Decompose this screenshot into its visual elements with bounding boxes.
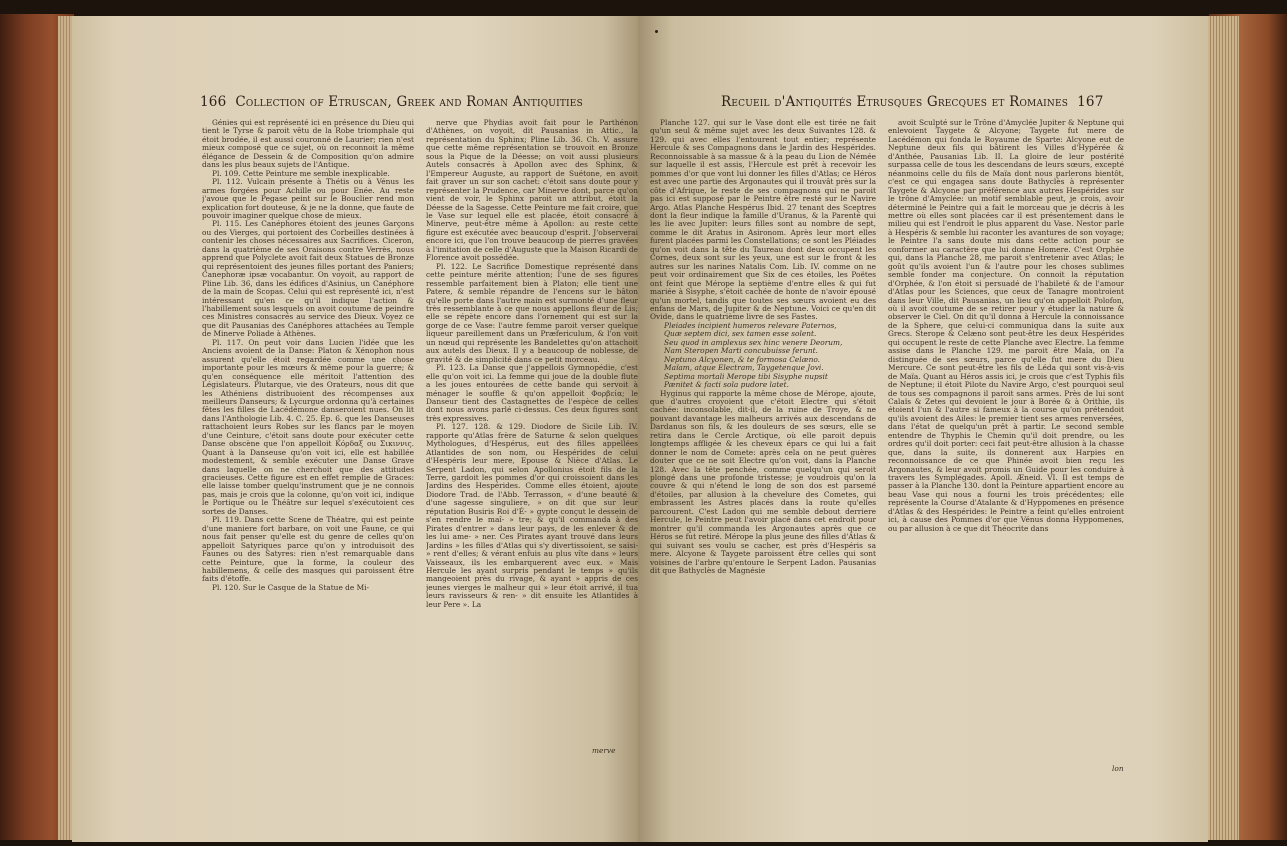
paragraph: avoit Sculpté sur le Trône d'Amyclée Jupiter & Neptune qui enlevoient Taygete & Alcyone; Taygete fut mere de Lacédémon qui fonda le Royaume de Sparte: Alcyone eut de Neptune deux fils qui bâtirent les Villes d'Hypérée & d'Anthée, Pausanias Lib. II. La gloire de leur postérité surpassa celle de tous les descendans de leurs sœurs, excepté néanmoins celle du fils de Maïa dont nous parlerons bientôt, c'est ce qui engagea sans doute Bathyclès à représenter Taygete & Alcyone par préférence aux autres Hespérides sur le trône d'Amyclée: un motif semblable peut, je crois, avoir déterminé le Peintre qui a fait le morceau que je décris à les mettre où elles sont placées car il est présentement dans le milieu qui est l'endroit le plus apparent du Vase. Nestor parle à Hespéris & semble lui raconter les avantures de son voyage; le Peintre l'a sans doute mis dans cette action pour se conformer au caractère que lui donne Homere. C'est Orphée qui, dans la Planche 28, me paroit s'entretenir avec Atlas; le goût qu'ils avoient l'un & l'autre pour les choses sublimes semble fonder ma conjecture. On connoit la réputation d'Orphée, & l'on étoit si persuadé de l'habileté & de l'amour d'Atlas pour les Sciences, que ceux de Tanagre montroient dans leur Ville, dit Pausanias, un lieu qu'on appelloit Polofon, où il avoit coutume de se retirer pour y étudier la nature & observer le Ciel. On dit qu'il donna à Hercule la connoissance de la Sphere, que celui-ci communiqua dans la suite aux Grecs. Sterope & Celæno sont peut-être les deux Hespérides qui occupent le reste de cette Planche avec Electre. La femme assise dans le Planche 129. me paroit être Maïa, on l'a distinguée de ses sœurs, parce qu'elle fut mere du Dieu Mercure. Ce sont peut-être les fils de Léda qui sont vis-à-vis de Maïa. Quant au Héros assis ici, je crois que c'est Typhis fils de Neptune; il étoit Pilote du Navire Argo, c'est pourquoi seul de tous ses compagnons il paroit sans armes. Près de lui sont Calaïs & Zetes qui devoient le jour à Borée & à Orithie, ils étoient l'un & l'autre si fameux à la course qu'on prétendoit qu'ils avoient des Ailes: le premier tient ses armes renversées, dans l'état de quelqu'un prêt à partir. Le second semble entendre de Thyphis le Chemin qu'il doit prendre, ou les ordres qu'il doit porter: ceci fait peut-être allusion à la chasse que, dans la suite, ils donnerent aux Harpies en reconnoissance de ce que Phinée avoit bien reçu les Argonautes, & leur avoit promis un Guide pour les conduire à travers les Symplégades. Apoll. Æneid. VI. Il est temps de passer à la Planche 130. dont la Peinture appartient encore au beau Vase qui nous a fourni les trois précédentes; elle représente la Course d'Atalante & d'Hyppomenes en présence d'Atlas & des Hespérides: le Peintre a feint qu'elles entroient ici, à cause des Pommes d'or que Vénus donna Hyppomenes, ou par allusion à ce que dit Théocrite dans xyxy=(888,119,1124,533)
paragraph: nerve que Phydias avoit fait pour le Parthénon d'Athènes, on voyoit, dit Pausanias in Attic., la représentation du Sphinx; Pline Lib. 36. Ch. V. assure que cette même représentation se trouvoit en Bronze sous la Pique de la Déesse; on voit aussi plusieurs Autels consacrés à Apollon avec des Sphinx, & l'Empereur Auguste, au rapport de Suétone, en avoit fait graver un sur son cachet: c'étoit sans doute pour y représenter la Prudence, car Minerve dont, parce qu'on vient de voir, le Sphinx paroit un attribut, étoit la Déesse de la Sagesse. Cette Peinture me fait croire, que le Vase sur lequel elle est placée, étoit consacré à Minerve, peut-être même à Apollon: au reste cette figure est exécutée avec beaucoup d'esprit. J'observerai encore ici, que l'on trouve beaucoup de pierres gravées à l'imitation de celle d'Auguste que la Maison Ricardi de Florence avoit possédée. xyxy=(426,119,638,263)
paragraph: Septima mortali Merope tibi Sisyphe nupsit xyxy=(664,371,828,381)
paragraph: Pl. 122. Le Sacrifice Domestique représenté dans cette peinture mérite attention; l'une de ses figures ressemble parfaitement bien à Platon; elle tient une Patere, & semble répandre de l'encens sur le bâton qu'elle porte dans l'autre main est surmonté d'une fleur très ressemblante à ce que nous appellons fleur de Lis; elle se répète encore dans l'ornement qui est sur la gorge de ce Vase: l'autre femme paroit verser quelque liqueur pareillement dans un Præfericulum, & l'on voit un nœud qui représente les Bandelettes qu'on attachoit aux autels des Dieux. Il y a beaucoup de noblesse, de gravité & de simplicité dans ce petit morceau. xyxy=(426,261,638,364)
paragraph: Pænitet & facti sola pudore latet. xyxy=(664,380,789,390)
left-column-1 xyxy=(202,119,414,744)
right-running-title: Recueil d'Antiquités Etrusques Grecques et Romaines xyxy=(721,94,1069,110)
paragraph: Pl. 112. Vulcain présente à Thétis ou à Vénus les armes forgées pour Achille ou pour Enée. Au reste j'avoue que le Pegase peint sur le Bouclier rend mon explication fort douteuse, & je ne la donne, que faute de pouvoir imaginer quelque chose de mieux. xyxy=(202,177,414,220)
paragraph: Quæ septem dici, sex tamen esse solent. xyxy=(664,329,817,339)
left-catchword: merve xyxy=(592,746,616,755)
paragraph: Pl. 117. On peut voir dans Lucien l'idée que les Anciens avoient de la Danse: Platon & Xénophon nous assurent qu'elle étoit regardée comme une chose importante pour les mœurs & même pour la guerre; & qu'en conséquence elle méritoit l'attention des Législateurs. Plutarque, vie des Orateurs, nous dit que les Athéniens distribuoient des récompenses aux meilleurs Danseurs; & Lycurgue ordonna qu'à certaines fêtes les filles de Lacédémone danseroient nues. On lit dans l'Anthologie Lib. 4. C. 25. Ep. 6. que les Danseuses rattachoient leurs Robes sur les flancs par le moyen d'une Ceinture, c'étoit sans doute pour exécuter cette Danse obscène que l'on appelloit Κόρδαξ ou Σικιννις. Quant à la Danseuse qu'on voit ici, elle est habillée modestement, & semble exécuter une Danse Grave dans laquelle on ne cherchoit que des attitudes gracieuses. Cette figure est en effet remplie de Graces: elle laisse tomber quelqu'instrument que je ne connois pas, mais je crois que la colonne, qu'on voit ici, indique le Portique ou le Théâtre sur lequel s'exécutoient ces sortes de Danses. xyxy=(202,337,414,516)
left-page xyxy=(72,16,638,842)
page-speck xyxy=(655,30,658,33)
paragraph: Pl. 120. Sur le Casque de la Statue de Mi- xyxy=(212,582,370,592)
paragraph: Pleiades incipient humeros relevare Paternos, xyxy=(664,320,837,330)
left-running-head xyxy=(200,94,583,110)
right-page-number: 167 xyxy=(1077,94,1104,110)
paragraph: Seu quod in amplexus sex hinc venere Deorum, xyxy=(664,337,843,347)
paragraph: Génies qui est représenté ici en présence du Dieu qui tient le Tyrse & paroit vêtu de la Robe triomphale qui étoit brodée, il est aussi couronné de Laurier; rien n'est mieux composé que ce sujet, où on reconnoit la même élégance de Dessein & de Composition qu'on admire dans les plus beaux sujets de l'Antique. xyxy=(202,119,414,170)
paragraph: Pl. 109. Cette Peinture me semble inexplicable. xyxy=(212,168,390,178)
paragraph: Pl. 127. 128. & 129. Diodore de Sicile Lib. IV. rapporte qu'Atlas frère de Saturne & selon quelques Mythologues, d'Hespérus, eut des filles appellées Atlantides de son nom, ou Hespérides de celui d'Hespéris leur mere, Epouse & Nièce d'Atlas. Le Serpent Ladon, qui selon Apollonius étoit fils de la Terre, gardoit les pommes d'or qui croissoient dans les Jardins des Hespérides. Comme elles étoient, ajoute Diodore Trad. de l'Abb. Terrasson, « d'une beauté & d'une sagesse singuliere, » on dit que sur leur réputation Busiris Roi d'É- » gypte conçut le dessein de s'en rendre le maî- » tre; & qu'il commanda à des Pirates d'entrer » dans leur pays, de les enlever & de les lui ame- » ner. Ces Pirates ayant trouvé dans leurs Jardins » les filles d'Atlas qui s'y divertissoient, se saisi- » rent d'elles; & vérant enfuis au plus vîte dans » leurs Vaisseaux, ils les embarquerent avec eux. » Mais Hercule les ayant surpris pendant le temps » qu'ils mangeoient près du rivage, & ayant » appris de ces jeunes vierges le malheur qui » leur étoit arrivé, il tua leurs ravisseurs & ren- » dit ensuite les Atlantides à leur Pere ». La xyxy=(426,422,638,609)
paragraph: Hyginus qui rapporte la même chose de Mérope, ajoute, que d'autres croyoient que c'étoit Electre qui s'étoit cachée: inconsolable, dit-il, de la ruine de Troye, & ne pouvant davantage les malheurs arrivés aux descendans de Dardanus son fils, & les douleurs de ses sœurs, elle se retira dans le Cercle Arctique, où elle paroit depuis longtemps affligée & les cheveux épars ce qui lui a fait donner le nom de Comete: après cela on ne peut guères douter que ce ne soit Electre qu'on voit, dans la Planche 128. Avec la tête penchée, comme quelqu'un qui seroit plongé dans une profonde tristesse; je voudrois qu'on la couvre & qui n'étend le long de son dos est parsemé d'étoiles, par allusion à la chevelure des Cometes, qui embrassent les Astres placés dans la route qu'elles parcourent. C'est Ladon qui me semble debout derriere Hercule, le Peintre peut l'avoir placé dans cet endroit pour montrer qu'il commanda les Argonautes après que ce Héros se fut retiré. Mérope la plus jeune des filles d'Atlas & qui suivant ses voulu se cacher, est près d'Hespéris sa mere. Alcyone & Taygete paroissent être celles qui sont voisines de l'arbre qu'entoure le Serpent Ladon. Pausanias dit que Bathyclès de Magnésie xyxy=(650,388,876,576)
paragraph: Pl. 115. Les Canéphores étoient des jeunes Garçons ou des Vierges, qui portoient des Corbeilles destinées à contenir les choses nécessaires aux Sacrifices. Ciceron, dans la quatrième de ses Oraisons contre Verrès, nous apprend que Polyclete avoit fait deux Statues de Bronze qui représentoient des jeunes filles portant des Paniers; Canephoræ ipsæ vocabantur. On voyoit, au rapport de Pline Lib. 36, dans les édifices d'Asinius, un Canéphore de la main de Scopas. Celui qui est représenté ici, n'est intéressant qu'en ce qu'il indique l'action & l'habillement sous lesquels on avoit coutume de peindre ces Ministres consacrés au service des Dieux. Voyez ce que dit Pausanias des Canéphores attachées au Temple de Minerve Poliade à Athènes. xyxy=(202,219,414,339)
left-running-title: Collection of Etruscan, Greek and Roman Antiquities xyxy=(235,94,583,110)
paragraph: Planche 127. qui sur le Vase dont elle est tirée ne fait qu'un seul & même sujet avec les deux Suivantes 128. & 129. qui avec elles l'entourent tout entier; représente Hercule & ses Compagnons dans le Jardin des Hespérides. Reconnoissable à sa massue & à la peau du Lion de Némée sur laquelle il est assis, l'Hercule est prêt à recevoir les pommes d'or que vont lui donner les filles d'Atlas; ce Héros est avec une partie des Argonautes qui il trouvât près sur la côte d'Afrique, le reste de ses compagnons qui ne paroit pas ici est supposé par le Peintre être resté sur le Navire Argo. Atlas Planche Hespérus Ibid. 27 tenant des Sceptres dont la fleur indique la famille d'Uranus, & la Parenté qui les lie avec Jupiter: leurs filles sont au nombre de sept, comme le dit Aratus in Asironom. Après leur mort elles furent placées parmi les Constellations; ce sont les Pléiades qu'on voit dans la tête du Taureau dont deux occupent les Cornes, deux sont sur les yeux, une est sur le front & les autres sur les narines Natalis Com. Lib. IV. comme on ne peut voir ordinairement que Six de ces étoiles, les Poëtes ont feint que Mérope la septième d'entre elles & qui fut mariée à Sisyphe, s'étoit cachée de honte de n'avoir épousé qu'un mortel, tandis que toutes ses sœurs avoient eu des enfans de Mars, de Jupiter & de Neptune. Voici ce qu'en dit Ovide, dans le quatrième livre de ses Fastes. xyxy=(650,119,876,322)
paragraph: Neptuno Alcyonen, & te formosa Celæno. xyxy=(664,354,821,364)
left-column-2 xyxy=(426,119,638,744)
paragraph: Pl. 119. Dans cette Scene de Théatre, qui est peinte d'une maniere fort barbare, on voit une Faune, ce qui nous fait penser qu'elle est du genre de celles qu'on appelloit Satyriques parce qu'on y introduisoit des Faunes ou des Satyres: rien n'est remarquable dans cette Peinture, que la forme, la couleur des habillemens, & celle des masques qui paroissent être faits d'étoffe. xyxy=(202,515,414,584)
right-running-head xyxy=(721,94,1103,110)
right-column-1 xyxy=(650,119,876,761)
right-column-2 xyxy=(888,119,1124,761)
right-catchword: lon xyxy=(1112,764,1124,773)
page-edges-right xyxy=(1205,16,1239,840)
paragraph: Pl. 123. La Danse que j'appellois Gymnopédie, c'est elle qu'on voit ici. La femme qui joue de la double flute a les joues entourées de cette bande qui servoit à ménager le souffle & qu'on appelloit Φορβεία; le Danseur tient des Castagnettes de l'espèce de celles dont nous avons parlé ci-dessus. Ces deux figures sont très expressives. xyxy=(426,363,638,423)
paragraph: Maïam, atque Electram, Taygetenque Jovi. xyxy=(664,363,824,373)
paragraph: Nam Steropen Marti concubuisse ferunt. xyxy=(664,346,818,356)
left-page-number: 166 xyxy=(200,94,227,110)
right-page xyxy=(638,16,1208,842)
